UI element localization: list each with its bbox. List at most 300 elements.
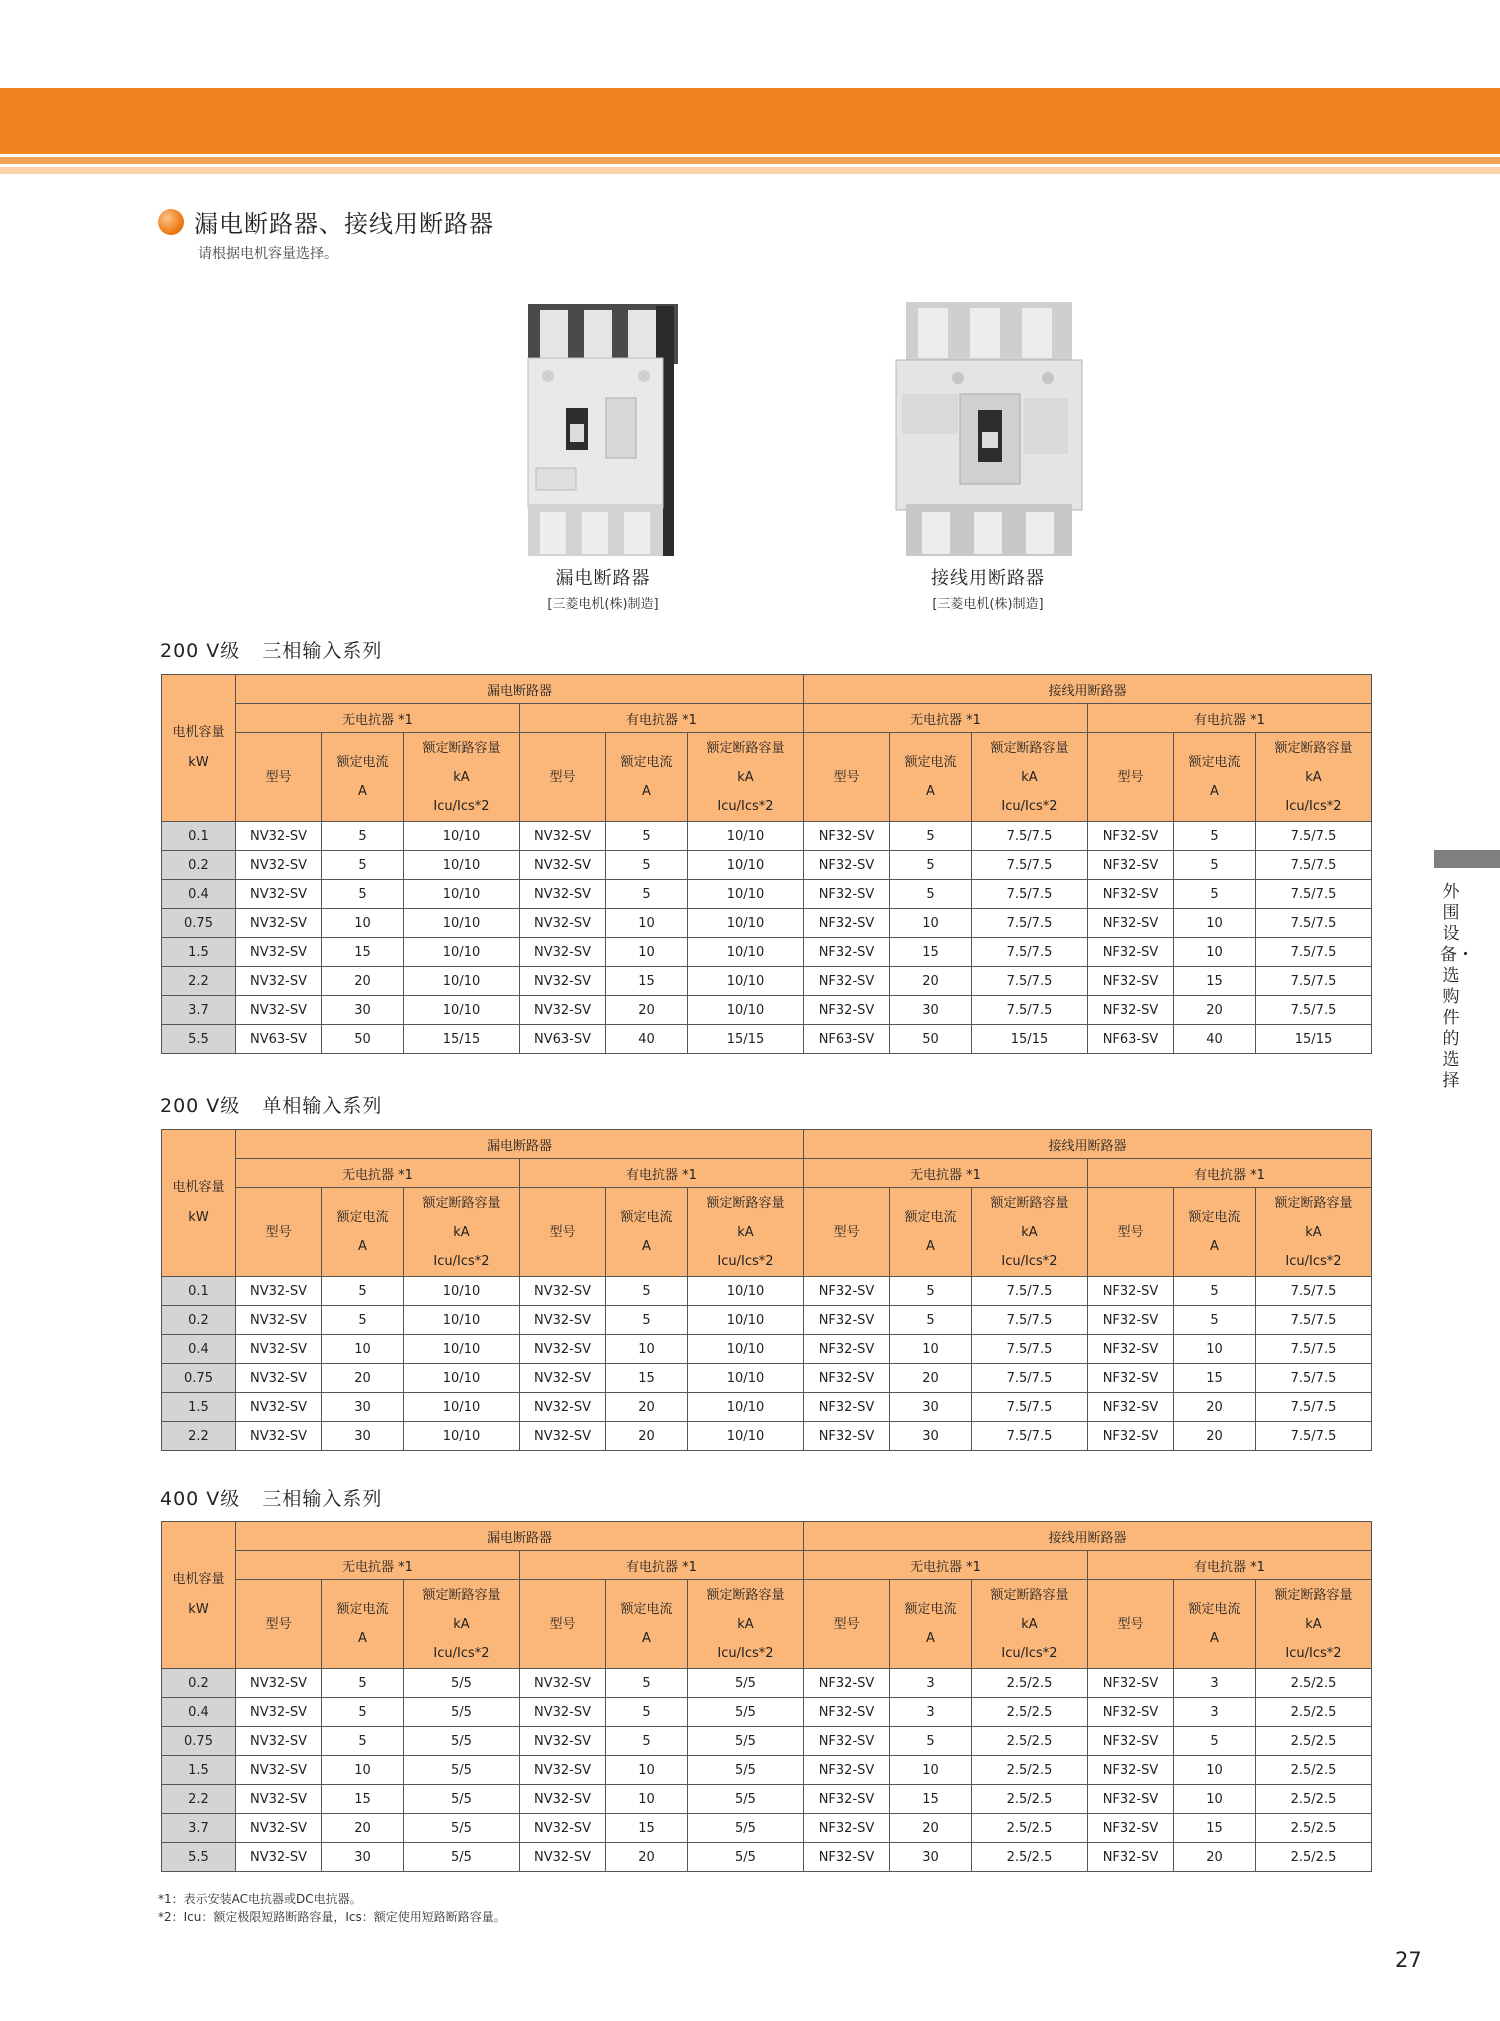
breaking-capacity-cell: 7.5/7.5 — [972, 822, 1088, 851]
motor-kw-cell: 1.5 — [162, 1756, 236, 1785]
breaking-capacity-cell: 2.5/2.5 — [1256, 1669, 1372, 1698]
model-cell: NF32-SV — [804, 1785, 890, 1814]
breaking-capacity-cell: 10/10 — [688, 880, 804, 909]
breaking-capacity-cell: 10/10 — [404, 880, 520, 909]
no-reactor-header: 无电抗器 *1 — [236, 1551, 520, 1580]
motor-capacity-header: 电机容量 kW — [162, 675, 236, 822]
breaking-capacity-cell: 5/5 — [404, 1843, 520, 1872]
breaking-capacity-cell: 15/15 — [972, 1025, 1088, 1054]
rated-current-cell: 10 — [322, 1335, 404, 1364]
breaking-capacity-cell: 5/5 — [688, 1814, 804, 1843]
motor-kw-cell: 0.75 — [162, 909, 236, 938]
rated-current-cell: 5 — [606, 1669, 688, 1698]
table-row — [162, 1364, 1372, 1393]
model-cell: NF32-SV — [804, 1422, 890, 1451]
model-cell: NF32-SV — [1088, 1277, 1174, 1306]
model-cell: NF32-SV — [804, 909, 890, 938]
breaking-capacity-cell: 2.5/2.5 — [972, 1785, 1088, 1814]
no-reactor-header: 无电抗器 *1 — [236, 704, 520, 733]
model-cell: NF32-SV — [1088, 822, 1174, 851]
rated-current-cell: 15 — [322, 1785, 404, 1814]
table-row — [162, 1785, 1372, 1814]
table-row — [162, 1025, 1372, 1054]
mccb-header: 接线用断路器 — [804, 1130, 1372, 1159]
rated-current-cell: 5 — [322, 1277, 404, 1306]
model-cell: NV32-SV — [236, 1756, 322, 1785]
motor-kw-cell: 0.4 — [162, 1698, 236, 1727]
motor-kw-cell: 0.4 — [162, 1335, 236, 1364]
model-cell: NV32-SV — [520, 1364, 606, 1393]
header-stripe-light — [0, 167, 1500, 174]
section-title: 漏电断路器、接线用断路器 — [194, 210, 494, 238]
motor-kw-cell: 1.5 — [162, 938, 236, 967]
rated-current-cell: 5 — [322, 851, 404, 880]
column-header-row — [162, 1188, 1372, 1277]
rated-current-cell: 5 — [606, 1698, 688, 1727]
rated-current-cell: 3 — [1174, 1669, 1256, 1698]
breaking-capacity-cell: 10/10 — [404, 1422, 520, 1451]
rated-current-cell: 40 — [606, 1025, 688, 1054]
breaking-capacity-cell: 7.5/7.5 — [972, 938, 1088, 967]
series-name: 单相输入系列 — [262, 1095, 383, 1117]
breaking-capacity-cell: 2.5/2.5 — [1256, 1843, 1372, 1872]
table-body — [162, 822, 1372, 1054]
motor-kw-cell: 3.7 — [162, 996, 236, 1025]
model-cell: NV32-SV — [520, 1727, 606, 1756]
series-voltage: 400 V级 — [160, 1488, 241, 1510]
model-cell: NF32-SV — [1088, 1306, 1174, 1335]
mccb-image — [888, 298, 1088, 560]
rated-current-cell: 3 — [890, 1669, 972, 1698]
rated-current-header: 额定电流 A — [890, 1580, 972, 1669]
breaking-capacity-cell: 5/5 — [688, 1727, 804, 1756]
rated-current-cell: 5 — [1174, 1306, 1256, 1335]
breaking-capacity-cell: 10/10 — [688, 1306, 804, 1335]
rated-current-cell: 10 — [606, 938, 688, 967]
table-body — [162, 1277, 1372, 1451]
breaking-capacity-cell: 7.5/7.5 — [1256, 1393, 1372, 1422]
breaking-capacity-cell: 5/5 — [404, 1785, 520, 1814]
model-cell: NF32-SV — [804, 1698, 890, 1727]
rated-current-cell: 15 — [606, 967, 688, 996]
table-row — [162, 1814, 1372, 1843]
breaking-capacity-cell: 7.5/7.5 — [1256, 1335, 1372, 1364]
model-cell: NV32-SV — [520, 822, 606, 851]
rated-current-cell: 10 — [890, 1756, 972, 1785]
model-cell: NV32-SV — [520, 1785, 606, 1814]
breaking-capacity-header: 额定断路容量 kA Icu/Ics*2 — [404, 1188, 520, 1277]
model-cell: NV32-SV — [236, 880, 322, 909]
breaking-capacity-cell: 5/5 — [404, 1698, 520, 1727]
model-cell: NV32-SV — [520, 880, 606, 909]
model-cell: NF32-SV — [1088, 1335, 1174, 1364]
table-row — [162, 967, 1372, 996]
rated-current-cell: 5 — [606, 822, 688, 851]
rated-current-cell: 5 — [322, 880, 404, 909]
breaking-capacity-cell: 10/10 — [404, 1306, 520, 1335]
breaking-capacity-cell: 10/10 — [404, 967, 520, 996]
breaking-capacity-header: 额定断路容量 kA Icu/Ics*2 — [972, 1188, 1088, 1277]
breaking-capacity-cell: 2.5/2.5 — [972, 1698, 1088, 1727]
model-cell: NV32-SV — [236, 1785, 322, 1814]
model-cell: NF32-SV — [1088, 1393, 1174, 1422]
breaking-capacity-cell: 5/5 — [404, 1756, 520, 1785]
rated-current-cell: 30 — [322, 996, 404, 1025]
breaking-capacity-cell: 10/10 — [404, 1364, 520, 1393]
model-cell: NV32-SV — [236, 909, 322, 938]
model-cell: NF32-SV — [1088, 1756, 1174, 1785]
series-name: 三相输入系列 — [262, 640, 383, 662]
rated-current-cell: 15 — [890, 938, 972, 967]
breaking-capacity-cell: 7.5/7.5 — [1256, 1422, 1372, 1451]
model-cell: NV32-SV — [520, 1814, 606, 1843]
elb-header: 漏电断路器 — [236, 1522, 804, 1551]
breaking-capacity-cell: 10/10 — [404, 1393, 520, 1422]
model-header: 型号 — [1088, 1188, 1174, 1277]
rated-current-header: 额定电流 A — [606, 1188, 688, 1277]
model-cell: NF32-SV — [804, 1756, 890, 1785]
model-cell: NV32-SV — [520, 1843, 606, 1872]
footnote-2: *2：Icu：额定极限短路断路容量，Ics：额定使用短路断路容量。 — [158, 1910, 506, 1924]
model-cell: NV32-SV — [236, 1364, 322, 1393]
breaking-capacity-cell: 7.5/7.5 — [972, 1306, 1088, 1335]
rated-current-cell: 30 — [890, 1422, 972, 1451]
breaking-capacity-cell: 10/10 — [688, 1335, 804, 1364]
model-cell: NF32-SV — [1088, 996, 1174, 1025]
elb-image — [518, 298, 688, 560]
rated-current-cell: 5 — [606, 880, 688, 909]
rated-current-cell: 30 — [322, 1422, 404, 1451]
table-row — [162, 1306, 1372, 1335]
motor-kw-cell: 5.5 — [162, 1843, 236, 1872]
breaking-capacity-cell: 7.5/7.5 — [972, 1364, 1088, 1393]
breaking-capacity-cell: 10/10 — [688, 967, 804, 996]
motor-kw-cell: 2.2 — [162, 967, 236, 996]
sidebar-label: 外围设备・选购件的选择 — [1440, 882, 1474, 1091]
rated-current-header: 额定电流 A — [606, 733, 688, 822]
breaking-capacity-cell: 2.5/2.5 — [972, 1814, 1088, 1843]
rated-current-cell: 30 — [322, 1393, 404, 1422]
motor-kw-cell: 0.2 — [162, 1306, 236, 1335]
rated-current-cell: 10 — [322, 1756, 404, 1785]
model-header: 型号 — [804, 1188, 890, 1277]
motor-kw-cell: 1.5 — [162, 1393, 236, 1422]
rated-current-cell: 20 — [322, 1814, 404, 1843]
product-maker: [三菱电机(株)制造] — [547, 597, 659, 612]
model-header: 型号 — [804, 733, 890, 822]
rated-current-cell: 10 — [890, 909, 972, 938]
breaking-capacity-cell: 5/5 — [404, 1669, 520, 1698]
with-reactor-header: 有电抗器 *1 — [1088, 704, 1372, 733]
breaking-capacity-cell: 2.5/2.5 — [1256, 1698, 1372, 1727]
model-cell: NF32-SV — [804, 822, 890, 851]
breaking-capacity-cell: 2.5/2.5 — [972, 1756, 1088, 1785]
table-row — [162, 1422, 1372, 1451]
breaking-capacity-cell: 10/10 — [688, 1393, 804, 1422]
breaking-capacity-cell: 10/10 — [404, 938, 520, 967]
breaking-capacity-cell: 7.5/7.5 — [1256, 822, 1372, 851]
model-cell: NV32-SV — [520, 996, 606, 1025]
model-cell: NV32-SV — [520, 909, 606, 938]
model-header: 型号 — [236, 733, 322, 822]
model-cell: NF32-SV — [804, 1364, 890, 1393]
breaking-capacity-cell: 7.5/7.5 — [972, 851, 1088, 880]
breaking-capacity-cell: 5/5 — [688, 1843, 804, 1872]
rated-current-cell: 20 — [606, 1393, 688, 1422]
motor-kw-cell: 2.2 — [162, 1785, 236, 1814]
rated-current-cell: 20 — [606, 1422, 688, 1451]
rated-current-cell: 10 — [322, 909, 404, 938]
motor-kw-cell: 3.7 — [162, 1814, 236, 1843]
series-name: 三相输入系列 — [262, 1488, 383, 1510]
model-cell: NV32-SV — [520, 1335, 606, 1364]
model-cell: NV32-SV — [520, 1669, 606, 1698]
rated-current-cell: 5 — [606, 1277, 688, 1306]
rated-current-cell: 30 — [890, 996, 972, 1025]
model-cell: NF32-SV — [804, 1843, 890, 1872]
rated-current-cell: 50 — [322, 1025, 404, 1054]
breaking-capacity-cell: 10/10 — [404, 1277, 520, 1306]
series-title — [160, 1091, 382, 1118]
breaking-capacity-cell: 5/5 — [404, 1727, 520, 1756]
elb-header: 漏电断路器 — [236, 1130, 804, 1159]
motor-kw-cell: 0.75 — [162, 1727, 236, 1756]
breaking-capacity-cell: 7.5/7.5 — [972, 1277, 1088, 1306]
motor-capacity-header: 电机容量 kW — [162, 1130, 236, 1277]
model-header: 型号 — [236, 1188, 322, 1277]
rated-current-cell: 15 — [1174, 1814, 1256, 1843]
column-header-row — [162, 1580, 1372, 1669]
series-title — [160, 636, 382, 663]
motor-kw-cell: 0.2 — [162, 851, 236, 880]
breaking-capacity-header: 额定断路容量 kA Icu/Ics*2 — [972, 733, 1088, 822]
rated-current-header: 额定电流 A — [1174, 1580, 1256, 1669]
model-cell: NV32-SV — [520, 967, 606, 996]
motor-kw-cell: 0.4 — [162, 880, 236, 909]
breaking-capacity-cell: 7.5/7.5 — [972, 1393, 1088, 1422]
model-cell: NF63-SV — [804, 1025, 890, 1054]
rated-current-cell: 15 — [890, 1785, 972, 1814]
model-cell: NF32-SV — [1088, 1727, 1174, 1756]
table-row — [162, 1727, 1372, 1756]
table-row — [162, 1669, 1372, 1698]
sidebar-tab — [1434, 850, 1500, 868]
model-header: 型号 — [236, 1580, 322, 1669]
model-cell: NF32-SV — [804, 1669, 890, 1698]
model-header: 型号 — [804, 1580, 890, 1669]
breaking-capacity-cell: 5/5 — [688, 1785, 804, 1814]
rated-current-cell: 5 — [606, 1306, 688, 1335]
model-cell: NF32-SV — [804, 1727, 890, 1756]
table-row — [162, 1335, 1372, 1364]
model-cell: NF32-SV — [1088, 1814, 1174, 1843]
rated-current-cell: 30 — [322, 1843, 404, 1872]
rated-current-header: 额定电流 A — [1174, 733, 1256, 822]
product-maker: [三菱电机(株)制造] — [932, 597, 1044, 612]
rated-current-cell: 5 — [322, 1306, 404, 1335]
breaking-capacity-cell: 2.5/2.5 — [1256, 1727, 1372, 1756]
rated-current-cell: 5 — [322, 822, 404, 851]
rated-current-cell: 5 — [1174, 1727, 1256, 1756]
rated-current-cell: 10 — [606, 1756, 688, 1785]
no-reactor-header: 无电抗器 *1 — [804, 1551, 1088, 1580]
model-cell: NV32-SV — [236, 1306, 322, 1335]
breaking-capacity-cell: 7.5/7.5 — [1256, 1364, 1372, 1393]
no-reactor-header: 无电抗器 *1 — [804, 1159, 1088, 1188]
breaking-capacity-cell: 5/5 — [688, 1669, 804, 1698]
breaking-capacity-header: 额定断路容量 kA Icu/Ics*2 — [688, 733, 804, 822]
model-cell: NV32-SV — [236, 1698, 322, 1727]
breaking-capacity-header: 额定断路容量 kA Icu/Ics*2 — [404, 1580, 520, 1669]
rated-current-cell: 20 — [606, 996, 688, 1025]
table-body — [162, 1669, 1372, 1872]
orange-bullet-icon — [158, 209, 184, 235]
rated-current-header: 额定电流 A — [890, 733, 972, 822]
series-voltage: 200 V级 — [160, 640, 241, 662]
breaking-capacity-cell: 10/10 — [404, 909, 520, 938]
table-row — [162, 1277, 1372, 1306]
rated-current-cell: 5 — [322, 1727, 404, 1756]
rated-current-cell: 5 — [1174, 822, 1256, 851]
table-row — [162, 1698, 1372, 1727]
model-cell: NF32-SV — [804, 1814, 890, 1843]
breaking-capacity-cell: 15/15 — [1256, 1025, 1372, 1054]
breaking-capacity-cell: 7.5/7.5 — [972, 967, 1088, 996]
breaking-capacity-cell: 7.5/7.5 — [1256, 967, 1372, 996]
mccb-header: 接线用断路器 — [804, 1522, 1372, 1551]
breaking-capacity-cell: 7.5/7.5 — [972, 1422, 1088, 1451]
model-cell: NV32-SV — [236, 1843, 322, 1872]
motor-kw-cell: 0.1 — [162, 1277, 236, 1306]
breaking-capacity-cell: 7.5/7.5 — [972, 1335, 1088, 1364]
model-cell: NF32-SV — [1088, 938, 1174, 967]
breaking-capacity-cell: 7.5/7.5 — [972, 880, 1088, 909]
model-cell: NV32-SV — [236, 1277, 322, 1306]
mccb-header: 接线用断路器 — [804, 675, 1372, 704]
rated-current-cell: 20 — [606, 1843, 688, 1872]
rated-current-cell: 5 — [890, 1727, 972, 1756]
model-cell: NV32-SV — [236, 1393, 322, 1422]
rated-current-cell: 10 — [1174, 1785, 1256, 1814]
model-cell: NV32-SV — [236, 996, 322, 1025]
model-cell: NV32-SV — [236, 822, 322, 851]
rated-current-cell: 15 — [1174, 967, 1256, 996]
rated-current-cell: 5 — [322, 1698, 404, 1727]
rated-current-cell: 20 — [890, 1814, 972, 1843]
rated-current-cell: 10 — [890, 1335, 972, 1364]
model-cell: NF32-SV — [804, 967, 890, 996]
rated-current-header: 额定电流 A — [322, 1580, 404, 1669]
rated-current-cell: 20 — [1174, 1422, 1256, 1451]
rated-current-header: 额定电流 A — [606, 1580, 688, 1669]
rated-current-cell: 5 — [1174, 851, 1256, 880]
motor-kw-cell: 5.5 — [162, 1025, 236, 1054]
rated-current-cell: 5 — [322, 1669, 404, 1698]
breaking-capacity-cell: 7.5/7.5 — [1256, 880, 1372, 909]
page-number: 27 — [1395, 1948, 1422, 1972]
spec-table-3 — [161, 1521, 1372, 1872]
rated-current-cell: 10 — [1174, 938, 1256, 967]
rated-current-cell: 5 — [1174, 880, 1256, 909]
breaking-capacity-cell: 7.5/7.5 — [1256, 938, 1372, 967]
breaking-capacity-cell: 10/10 — [404, 1335, 520, 1364]
header-stripe — [0, 157, 1500, 164]
breaking-capacity-header: 额定断路容量 kA Icu/Ics*2 — [1256, 1188, 1372, 1277]
rated-current-cell: 5 — [606, 1727, 688, 1756]
breaking-capacity-cell: 7.5/7.5 — [1256, 851, 1372, 880]
breaking-capacity-cell: 2.5/2.5 — [972, 1843, 1088, 1872]
model-cell: NV63-SV — [236, 1025, 322, 1054]
model-cell: NV32-SV — [520, 1698, 606, 1727]
rated-current-cell: 10 — [1174, 1335, 1256, 1364]
product-caption: 接线用断路器 — [931, 568, 1045, 589]
model-cell: NF32-SV — [1088, 1843, 1174, 1872]
breaking-capacity-cell: 10/10 — [688, 822, 804, 851]
model-cell: NF32-SV — [804, 996, 890, 1025]
table-row — [162, 1393, 1372, 1422]
motor-kw-cell: 0.1 — [162, 822, 236, 851]
rated-current-cell: 20 — [322, 967, 404, 996]
motor-capacity-header: 电机容量 kW — [162, 1522, 236, 1669]
breaking-capacity-cell: 2.5/2.5 — [972, 1727, 1088, 1756]
series-title — [160, 1484, 382, 1511]
rated-current-cell: 20 — [1174, 1843, 1256, 1872]
with-reactor-header: 有电抗器 *1 — [1088, 1159, 1372, 1188]
rated-current-cell: 20 — [890, 967, 972, 996]
model-cell: NV32-SV — [236, 1422, 322, 1451]
rated-current-cell: 10 — [1174, 1756, 1256, 1785]
rated-current-cell: 50 — [890, 1025, 972, 1054]
breaking-capacity-cell: 2.5/2.5 — [1256, 1756, 1372, 1785]
breaking-capacity-header: 额定断路容量 kA Icu/Ics*2 — [1256, 1580, 1372, 1669]
footnote-1: *1：表示安装AC电抗器或DC电抗器。 — [158, 1892, 362, 1906]
rated-current-cell: 5 — [890, 822, 972, 851]
rated-current-cell: 20 — [1174, 996, 1256, 1025]
model-cell: NF32-SV — [804, 1277, 890, 1306]
breaking-capacity-header: 额定断路容量 kA Icu/Ics*2 — [688, 1188, 804, 1277]
model-cell: NV32-SV — [236, 1727, 322, 1756]
model-cell: NF63-SV — [1088, 1025, 1174, 1054]
model-cell: NV63-SV — [520, 1025, 606, 1054]
spec-table-1 — [161, 674, 1372, 1054]
rated-current-cell: 10 — [606, 1785, 688, 1814]
with-reactor-header: 有电抗器 *1 — [520, 704, 804, 733]
rated-current-cell: 5 — [890, 1306, 972, 1335]
section-subtitle: 请根据电机容量选择。 — [198, 246, 338, 262]
motor-kw-cell: 0.75 — [162, 1364, 236, 1393]
model-cell: NV32-SV — [236, 938, 322, 967]
breaking-capacity-cell: 10/10 — [404, 822, 520, 851]
rated-current-cell: 5 — [1174, 1277, 1256, 1306]
rated-current-cell: 30 — [890, 1843, 972, 1872]
rated-current-cell: 10 — [606, 909, 688, 938]
model-cell: NV32-SV — [520, 1306, 606, 1335]
section-heading — [158, 204, 494, 239]
series-voltage: 200 V级 — [160, 1095, 241, 1117]
product-elb — [518, 298, 688, 612]
breaking-capacity-cell: 2.5/2.5 — [1256, 1785, 1372, 1814]
breaking-capacity-cell: 5/5 — [688, 1698, 804, 1727]
table-row — [162, 1843, 1372, 1872]
breaking-capacity-header: 额定断路容量 kA Icu/Ics*2 — [688, 1580, 804, 1669]
breaking-capacity-cell: 15/15 — [404, 1025, 520, 1054]
model-cell: NV32-SV — [520, 1277, 606, 1306]
model-cell: NV32-SV — [236, 1669, 322, 1698]
rated-current-cell: 40 — [1174, 1025, 1256, 1054]
breaking-capacity-cell: 7.5/7.5 — [1256, 909, 1372, 938]
breaking-capacity-cell: 10/10 — [688, 1364, 804, 1393]
breaking-capacity-header: 额定断路容量 kA Icu/Ics*2 — [1256, 733, 1372, 822]
